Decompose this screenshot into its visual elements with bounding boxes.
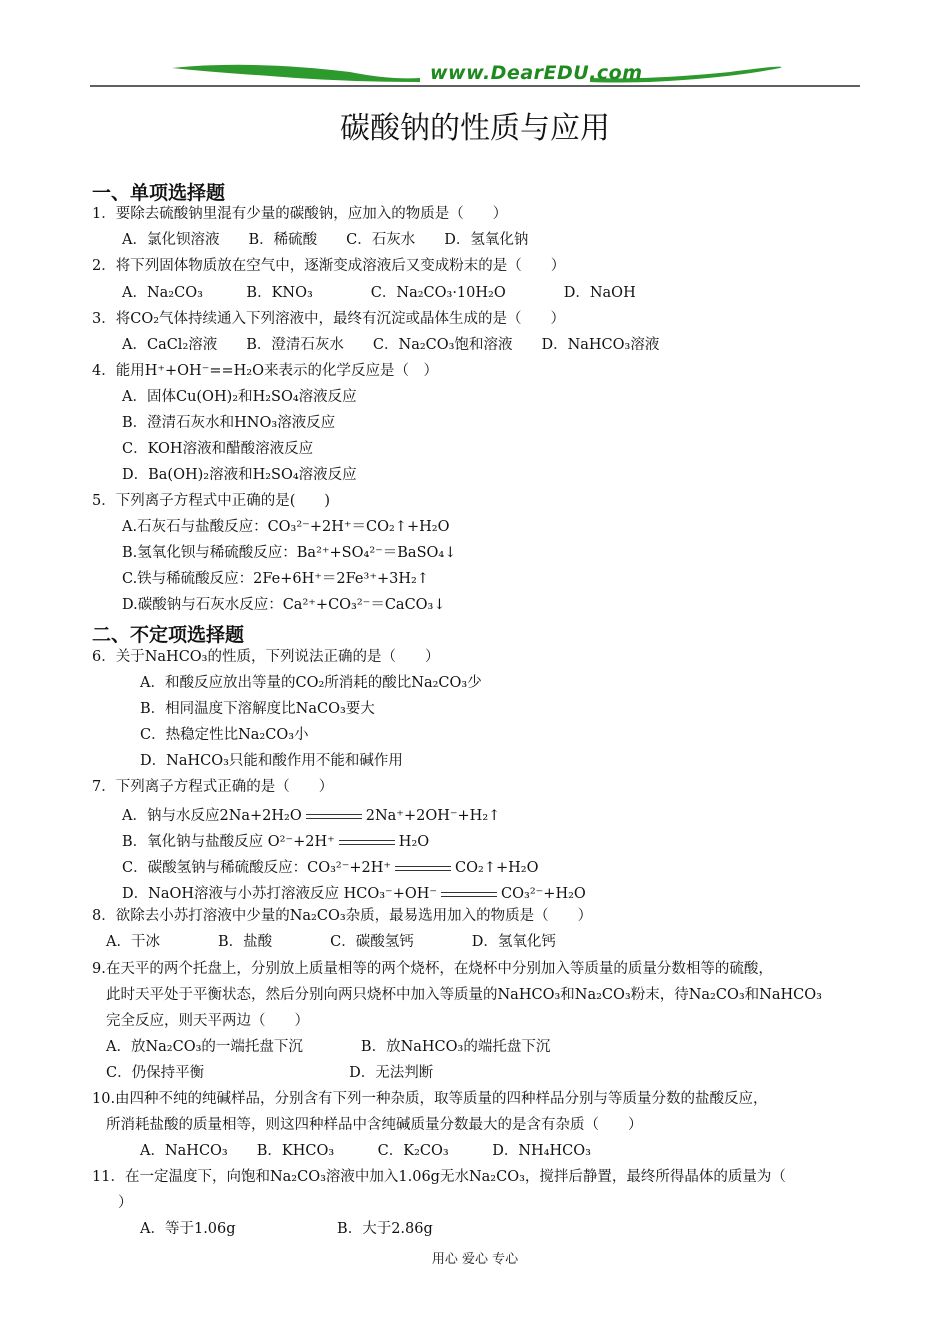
question-3-options: A．CaCl₂溶液 B．澄清石灰水 C．Na₂CO₃饱和溶液 D．NaHCO₃溶液: [122, 337, 660, 353]
section-heading-multiple-choice: 二、不定项选择题: [92, 624, 245, 646]
option-a-right: 2Na⁺+2OH⁻+H₂↑: [365, 808, 501, 824]
option-b-left: B．氧化钠与盐酸反应 O²⁻+2H⁺: [122, 834, 335, 850]
question-4-option-d: D．Ba(OH)₂溶液和H₂SO₄溶液反应: [122, 467, 357, 483]
option-b-right: H₂O: [398, 834, 430, 850]
option-c-left: C．碳酸氢钠与稀硫酸反应：CO₃²⁻+2H⁺: [122, 860, 392, 876]
section-heading-single-choice: 一、单项选择题: [92, 182, 226, 204]
question-7-option-d: [122, 885, 586, 903]
option-c-right: CO₂↑+H₂O: [455, 860, 539, 876]
question-6-option-a: A．和酸反应放出等量的CO₂所消耗的酸比Na₂CO₃少: [140, 675, 482, 691]
question-7-option-a: [122, 807, 500, 825]
question-9-line-3: 完全反应，则天平两边（ ）: [106, 1013, 309, 1029]
question-11-options: A．等于1.06g B．大于2.86g: [140, 1221, 433, 1237]
site-url[interactable]: www.DearEDU.com: [430, 62, 643, 84]
option-a-left: A．钠与水反应2Na+2H₂O: [122, 808, 302, 824]
question-8: 8．欲除去小苏打溶液中少量的Na₂CO₃杂质，最易选用加入的物质是（ ）: [92, 908, 593, 924]
question-5-option-c: C.铁与稀硫酸反应：2Fe+6H⁺＝2Fe³⁺+3H₂↑: [122, 571, 429, 587]
question-6: 6．关于NaHCO₃的性质，下列说法正确的是（ ）: [92, 649, 440, 665]
question-11-line-2: ）: [118, 1195, 133, 1211]
question-4-option-b: B．澄清石灰水和HNO₃溶液反应: [122, 415, 336, 431]
question-5-option-d: D.碳酸钠与石灰水反应：Ca²⁺+CO₃²⁻＝CaCO₃↓: [122, 597, 446, 613]
question-5: 5．下列离子方程式中正确的是( ): [92, 493, 331, 509]
question-6-option-c: C．热稳定性比Na₂CO₃小: [140, 727, 309, 743]
question-6-option-b: B．相同温度下溶解度比NaCO₃要大: [140, 701, 375, 717]
question-7: 7．下列离子方程式正确的是（ ）: [92, 779, 334, 795]
question-10-line-1: 10.由四种不纯的纯碱样品，分别含有下列一种杂质，取等质量的四种样品分别与等质量分数的盐酸反应，: [92, 1091, 768, 1107]
question-2: 2．将下列固体物质放在空气中，逐渐变成溶液后又变成粉末的是（ ）: [92, 258, 566, 274]
question-1-options: A．氯化钡溶液 B．稀硫酸 C．石灰水 D．氢氧化钠: [122, 232, 529, 248]
equals-sign-icon: [306, 814, 362, 819]
question-8-options: A．干冰 B．盐酸 C．碳酸氢钙 D．氢氧化钙: [106, 934, 556, 950]
option-d-left: D．NaOH溶液与小苏打溶液反应 HCO₃⁻+OH⁻: [122, 886, 438, 902]
equals-sign-icon: [339, 840, 395, 845]
site-header-banner: [90, 58, 860, 90]
question-7-option-b: [122, 833, 429, 851]
question-6-option-d: D．NaHCO₃只能和酸作用不能和碱作用: [140, 753, 403, 769]
question-1: 1．要除去硫酸钠里混有少量的碳酸钠，应加入的物质是（ ）: [92, 206, 508, 222]
question-9-line-1: 9.在天平的两个托盘上，分别放上质量相等的两个烧杯，在烧杯中分别加入等质量的质量分数相等的硫酸，: [92, 961, 773, 977]
page-title: 碳酸钠的性质与应用: [340, 111, 610, 146]
question-5-option-a: A.石灰石与盐酸反应：CO₃²⁻+2H⁺＝CO₂↑+H₂O: [122, 519, 450, 535]
page-footer: 用心 爱心 专心: [431, 1252, 519, 1267]
question-2-options: A．Na₂CO₃ B．KNO₃ C．Na₂CO₃·10H₂O D．NaOH: [122, 285, 636, 301]
question-10-options: A．NaHCO₃ B．KHCO₃ C．K₂CO₃ D．NH₄HCO₃: [140, 1143, 591, 1159]
question-4-option-a: A．固体Cu(OH)₂和H₂SO₄溶液反应: [122, 389, 357, 405]
question-9-line-2: 此时天平处于平衡状态，然后分别向两只烧杯中加入等质量的NaHCO₃和Na₂CO₃粉末，待Na₂CO₃和NaHCO₃: [106, 987, 822, 1003]
question-11-line-1: 11．在一定温度下，向饱和Na₂CO₃溶液中加入1.06g无水Na₂CO₃，搅拌后静置，最终所得晶体的质量为（: [92, 1169, 786, 1185]
equals-sign-icon: [395, 866, 451, 871]
question-4: 4．能用H⁺+OH⁻==H₂O来表示的化学反应是（ ）: [92, 363, 439, 379]
question-4-option-c: C．KOH溶液和醋酸溶液反应: [122, 441, 314, 457]
question-9-options-cd: C．仍保持平衡 D．无法判断: [106, 1065, 434, 1081]
question-3: 3．将CO₂气体持续通入下列溶液中，最终有沉淀或晶体生成的是（ ）: [92, 311, 566, 327]
question-5-option-b: B.氢氧化钡与稀硫酸反应：Ba²⁺+SO₄²⁻＝BaSO₄↓: [122, 545, 457, 561]
option-d-right: CO₃²⁻+H₂O: [501, 886, 586, 902]
equals-sign-icon: [441, 892, 497, 897]
question-7-option-c: [122, 859, 538, 877]
question-10-line-2: 所消耗盐酸的质量相等，则这四种样品中含纯碱质量分数最大的是含有杂质（ ）: [106, 1117, 643, 1133]
question-9-options-ab: A．放Na₂CO₃的一端托盘下沉 B．放NaHCO₃的端托盘下沉: [106, 1039, 551, 1055]
